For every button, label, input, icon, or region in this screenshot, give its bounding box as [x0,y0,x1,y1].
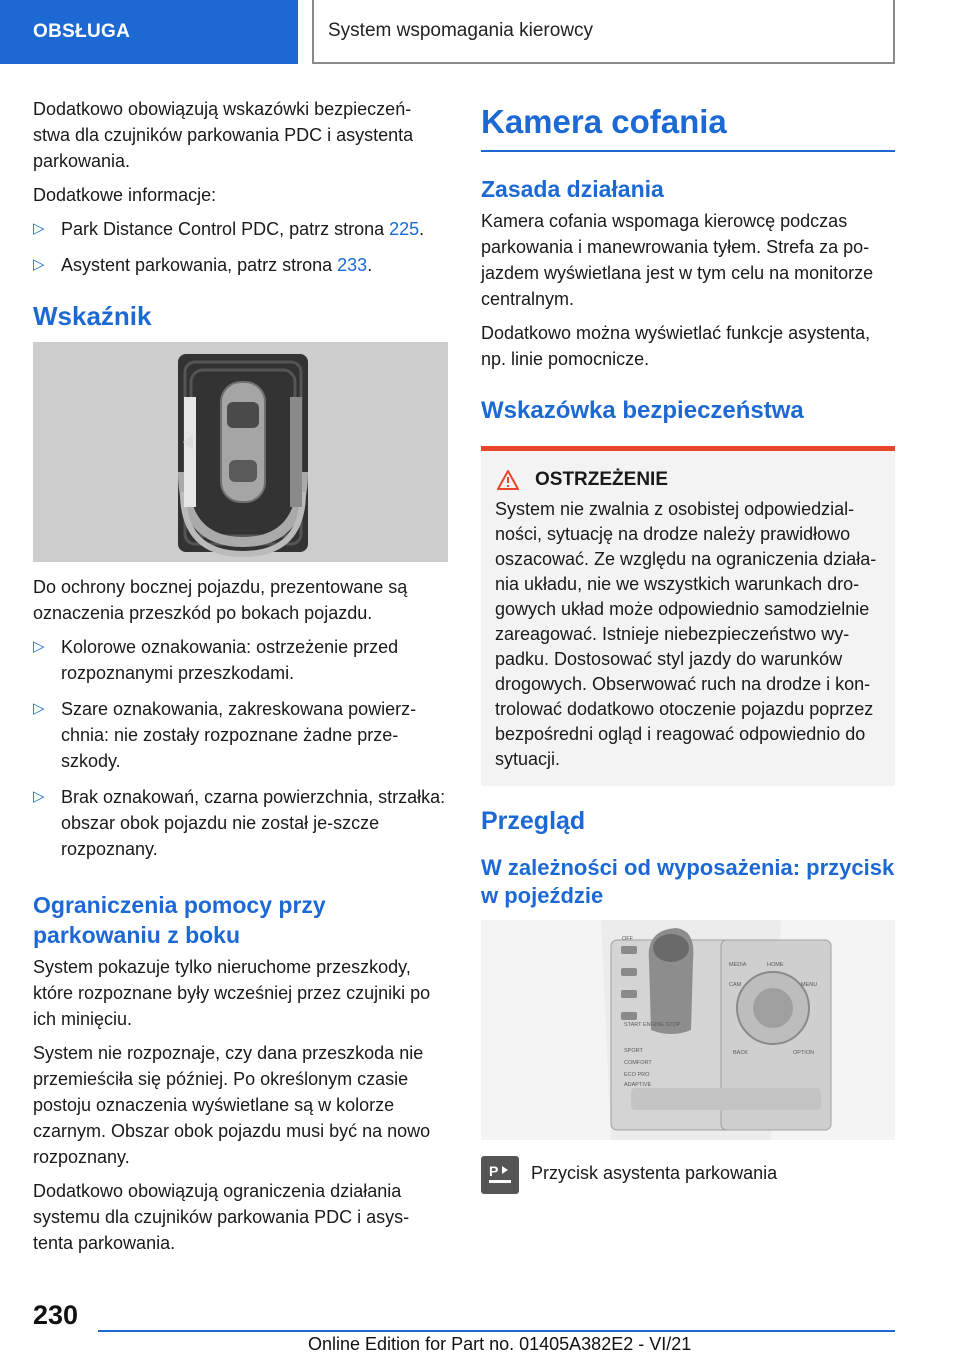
console-label-comfort: COMFORT [624,1060,652,1066]
left-column [33,96,448,1264]
section-heading: Kamera cofania [481,102,895,152]
parking-p-icon [485,1160,515,1190]
page-number: 230 [33,1300,79,1330]
center-console-photo [481,920,895,1140]
safety-heading: Wskazówka bezpieczeństwa [481,397,804,424]
equipment-heading: W zależności od wyposażenia: przycisk w pojeździe [481,855,895,908]
list-item-text: Park Distance Control PDC, patrz strona [61,219,390,239]
list-item [33,252,448,278]
console-label-cam: CAM [729,982,742,988]
chapter-header [312,0,895,64]
warning-text: System nie zwalnia z osobistej odpowiedzial-ności, sytuację na drodze należy prawidłowo oszacować. Ze względu na ograniczenia działa-nia układu, nie we wszystkich warunkach dro-gowych układ może odpowiednio samodzielnie zareagować. Istnieje niebezpieczeństwo wy-padku. Dostosować styl jazdy do warunków drogowych. Obserwować ruch na drodze i kon-trolować dodatkowo otoczenie pojazdu poprzez bezpośredni ogląd i reagować odpowiednio do sytuacji. [495,499,877,769]
console-label-back: BACK [733,1050,748,1056]
list-item-suffix: . [419,219,425,239]
overview-heading: Przegląd [481,807,586,835]
console-label-media: MEDIA [729,962,747,968]
list-item-text: Asystent parkowania, patrz strona [61,255,338,275]
principle-heading: Zasada działania [481,176,664,202]
warning-box [481,446,895,786]
right-column [481,96,895,1194]
warning-triangle-icon [497,470,519,490]
indicator-list [33,634,448,862]
list-item [33,216,448,242]
console-label-adaptive: ADAPTIVE [624,1082,652,1088]
indicator-heading: Wskaźnik [33,301,152,331]
triangle-bullet-icon: ▷ [33,220,45,237]
list-item-text: Szare oznakowania, zakreskowana powierz-chnia: nie zostały rozpoznane żadne prze-szkody. [61,699,417,771]
limits-paragraph-1: System pokazuje tylko nieruchome przeszkody, które rozpoznane były wcześniej przez czujniki po ich minięciu. [33,957,431,1029]
section-tab [0,0,298,64]
page-link-225[interactable]: 225 [389,219,420,239]
button-caption-row [481,1156,895,1194]
warning-header [497,469,887,491]
limits-paragraph-2: System nie rozpoznaje, czy dana przeszkoda nie przemieściła się później. Po określonym czasie postoju oznaczenia wyświetlane są w kolorze czarnym. Obszar obok pojazdu musi być na nowo rozpoznany. [33,1043,431,1167]
triangle-bullet-icon: ▷ [33,788,45,805]
car-sensors-graphic [33,342,448,562]
more-info-label: Dodatkowe informacje: [33,185,217,205]
indicator-text: Do ochrony bocznej pojazdu, prezentowane są oznaczenia przeszkód po bokach pojazdu. [33,577,408,623]
side-view-illustration [33,342,448,562]
principle-paragraph-2: Dodatkowo można wyświetlać funkcje asystenta, np. linie pomocnicze. [481,323,871,369]
console-label-start: START ENGINE STOP [624,1022,681,1028]
list-item-text: Brak oznakowań, czarna powierzchnia, strzałka: obszar obok pojazdu nie został je-szcze rozpoznany. [61,787,446,859]
list-item [33,696,448,774]
limits-paragraph-3: Dodatkowo obowiązują ograniczenia działania systemu dla czujników parkowania PDC i asys-tenta parkowania. [33,1181,410,1253]
console-label-eco-pro: ECO PRO [624,1072,650,1078]
list-item [33,784,448,862]
triangle-bullet-icon: ▷ [33,256,45,273]
footer-edition: Online Edition for Part no. 01405A382E2 - VI/21 [308,1334,692,1354]
console-label-off: OFF [622,936,633,942]
chapter-title: System wspomagania kierowcy [328,20,594,41]
page-link-233[interactable]: 233 [337,255,368,275]
console-label-menu: MENU [801,982,818,988]
console-label-home: HOME [767,962,784,968]
warning-label: OSTRZEŻENIE [535,469,669,490]
list-item-text: Kolorowe oznakowania: ostrzeżenie przed rozpoznanymi przeszkodami. [61,637,399,683]
console-label-sport: SPORT [624,1048,643,1054]
reference-list [33,216,448,278]
svg-text:P: P [489,1163,499,1179]
parking-assistant-button-icon [481,1156,519,1194]
console-label-option: OPTION [793,1050,815,1056]
footer-divider [98,1330,895,1332]
intro-paragraph: Dodatkowo obowiązują wskazówki bezpieczeń-stwa dla czujników parkowania PDC i asystenta parkowania. [33,99,414,171]
principle-paragraph-1: Kamera cofania wspomaga kierowcę podczas parkowania i manewrowania tyłem. Strefa za po-jazdem wyświetlana jest w tym celu na monitorze centralnym. [481,211,874,309]
console-graphic [481,920,895,1140]
section-title: OBSŁUGA [33,21,131,42]
list-item [33,634,448,686]
triangle-bullet-icon: ▷ [33,638,45,655]
limits-heading: Ograniczenia pomocy przy parkowaniu z boku [33,892,326,948]
list-item-suffix: . [367,255,373,275]
triangle-bullet-icon: ▷ [33,700,45,717]
button-caption: Przycisk asystenta parkowania [531,1163,778,1183]
